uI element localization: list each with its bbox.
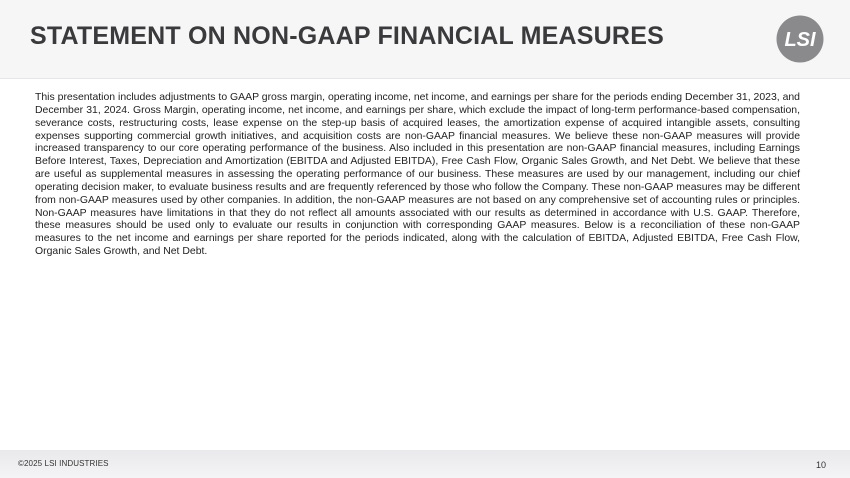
- copyright-text: ©2025 LSI INDUSTRIES: [18, 459, 109, 468]
- page-number: 10: [815, 460, 826, 470]
- page-title: STATEMENT ON NON-GAAP FINANCIAL MEASURES: [30, 22, 664, 50]
- slide-footer: [0, 450, 850, 478]
- slide-header: [0, 0, 850, 79]
- logo-text: LSI: [784, 29, 816, 51]
- lsi-logo: [776, 15, 824, 63]
- disclaimer-paragraph: This presentation includes adjustments to GAAP gross margin, operating income, net income, and earnings per share for the periods ending December 31, 2023, and December 31, 2024. Gross Margin, operating income, net income, and earnings per share, which exclude the impact of long-term performance-based compensation, severance costs, restructuring costs, lease expense on the step-up basis of acquired leases, the amortization expense of acquired intangible assets, consulting expenses supporting commercial growth initiatives, and acquisition costs are non-GAAP financial measures. We believe these non-GAAP measures will provide increased transparency to our core operating performance of the business. Also included in this presentation are non-GAAP financial measures, including Earnings Before Interest, Taxes, Depreciation and Amortization (EBITDA and Adjusted EBITDA), Free Cash Flow, Organic Sales Growth, and Net Debt. We believe that these are useful as supplemental measures in assessing the operating performance of our business. These measures are used by our management, including our chief operating decision maker, to evaluate business results and are frequently referenced by those who follow the Company. These non-GAAP measures may be different from non-GAAP measures used by other companies. In addition, the non-GAAP measures are not based on any comprehensive set of accounting rules or principles. Non-GAAP measures have limitations in that they do not reflect all amounts associated with our results as determined in accordance with U.S. GAAP. Therefore, these measures should be used only to evaluate our results in conjunction with corresponding GAAP measures. Below is a reconciliation of these non-GAAP measures to the net income and earnings per share reported for the periods indicated, along with the calculation of EBITDA, Adjusted EBITDA, Free Cash Flow, Organic Sales Growth, and Net Debt.: [35, 92, 800, 258]
